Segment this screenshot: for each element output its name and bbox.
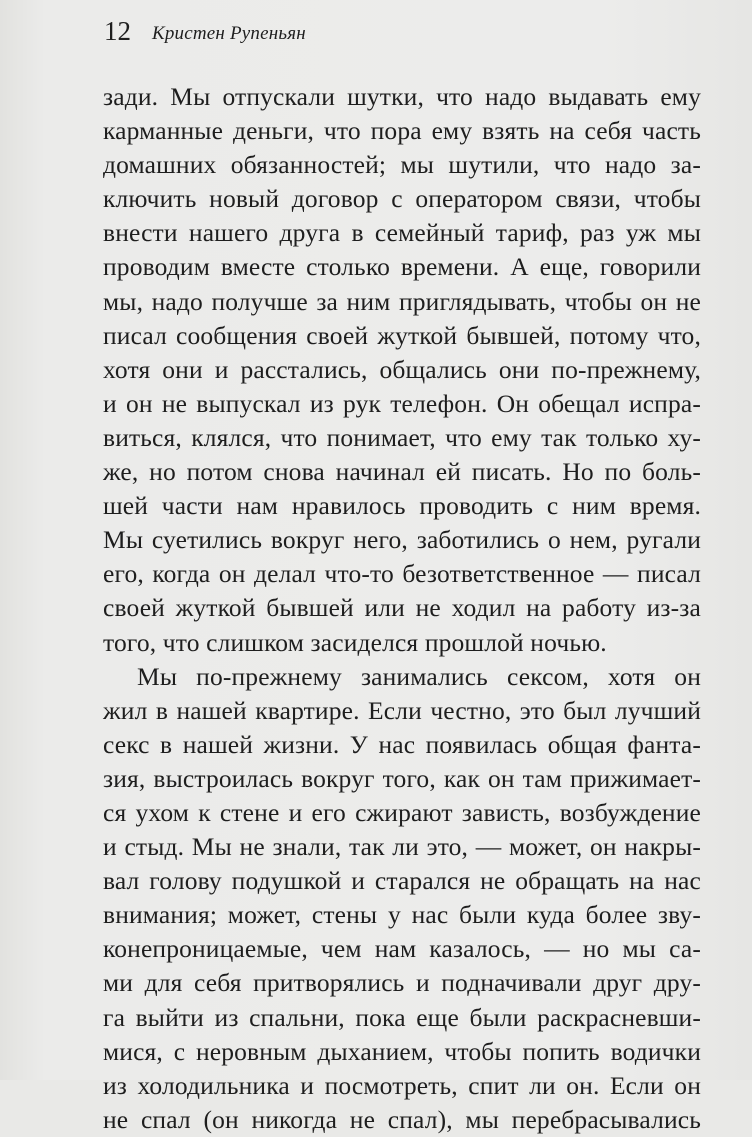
text-line: и он не выпускал из рук телефон. Он обещал испра- bbox=[103, 388, 701, 418]
text-line: внимания; может, стены у нас были куда более зву- bbox=[103, 900, 701, 930]
text-line: шей части нам нравилось проводить с ним время. bbox=[103, 491, 701, 521]
text-line: и стыд. Мы не знали, так ли это, — может, он накры- bbox=[103, 832, 701, 862]
text-line: карманные деньги, что пора ему взять на себя часть bbox=[103, 116, 701, 146]
text-line: ключить новый договор с оператором связи, чтобы bbox=[103, 184, 701, 214]
text-line: га выйти из спальни, пока еще были раскрасневши- bbox=[103, 1002, 701, 1032]
text-line: Мы суетились вокруг него, заботились о нем, ругали bbox=[103, 525, 701, 555]
text-line: его, когда он делал что-то безответственное — писал bbox=[103, 559, 701, 589]
text-line: писал сообщения своей жуткой бывшей, потому что, bbox=[103, 320, 701, 350]
text-line: мы, надо получше за ним приглядывать, чтобы он не bbox=[103, 286, 701, 316]
text-line: своей жуткой бывшей или не ходил на работу из-за bbox=[103, 593, 701, 623]
text-line: ся ухом к стене и его сжирают зависть, возбуждение bbox=[103, 797, 701, 827]
text-line: зия, выстроилась вокруг того, как он там прижимает- bbox=[103, 763, 701, 793]
text-line: виться, клялся, что понимает, что ему так только ху- bbox=[103, 422, 701, 452]
text-line: ми для себя притворялись и подначивали друг дру- bbox=[103, 968, 701, 998]
running-header-author: Кристен Рупеньян bbox=[152, 23, 306, 44]
paragraph bbox=[103, 80, 701, 660]
page-number: 12 bbox=[104, 16, 131, 46]
text-line: из холодильника и посмотреть, спит ли он. Если он bbox=[103, 1070, 701, 1100]
text-line: домашних обязанностей; мы шутили, что надо за- bbox=[103, 150, 701, 180]
text-line: же, но потом снова начинал ей писать. Но по боль- bbox=[103, 457, 701, 487]
text-line: внести нашего друга в семейный тариф, раз уж мы bbox=[103, 218, 701, 248]
text-line: проводим вместе столько времени. А еще, говорили bbox=[103, 252, 701, 282]
paragraph bbox=[103, 660, 701, 1137]
text-line: мися, с неровным дыханием, чтобы попить водички bbox=[103, 1036, 701, 1066]
text-line: Мы по-прежнему занимались сексом, хотя он bbox=[137, 661, 701, 691]
text-line: зади. Мы отпускали шутки, что надо выдавать ему bbox=[103, 82, 701, 111]
text-line: хотя они и расстались, общались они по-прежнему, bbox=[103, 354, 701, 384]
text-line: того, что слишком засиделся прошлой ночью. bbox=[103, 627, 607, 657]
text-line: жил в нашей квартире. Если честно, это был лучший bbox=[103, 695, 701, 725]
text-line: не спал (он никогда не спал), мы перебрасывались bbox=[103, 1104, 701, 1134]
text-line: вал голову подушкой и старался не обращать на нас bbox=[103, 866, 701, 896]
text-line: секс в нашей жизни. У нас появилась общая фанта- bbox=[103, 729, 701, 759]
body-text bbox=[103, 80, 701, 1137]
text-line: конепроницаемые, чем нам казалось, — но мы са- bbox=[103, 934, 701, 964]
